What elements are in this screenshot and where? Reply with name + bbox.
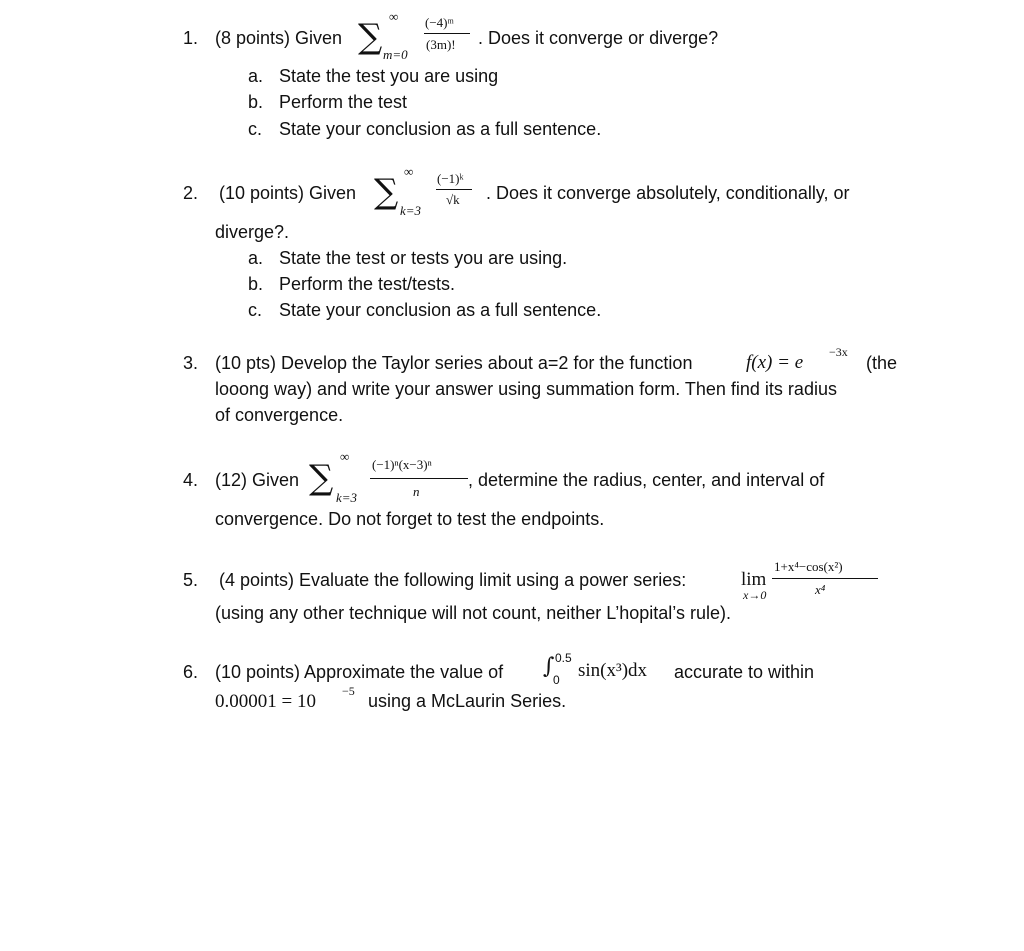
series-denominator: (3m)!: [426, 37, 456, 52]
subitem-label: b.: [248, 92, 264, 112]
subitem-label: c.: [248, 119, 263, 139]
fraction-bar: [424, 33, 470, 34]
problem-text: (10 pts) Develop the Taylor series about a=2 for the function: [215, 353, 693, 373]
fraction-bar: [772, 578, 878, 579]
problem-continuation: (using any other technique will not count, neither L’hopital’s rule).: [215, 603, 731, 623]
problem-question: . Does it converge absolutely, conditionally, or: [486, 183, 850, 203]
sigma-symbol: ∑: [309, 458, 334, 498]
fraction-bar: [370, 478, 468, 479]
series-numerator: (−4)ᵐ: [425, 15, 454, 30]
sigma-symbol: ∑: [374, 172, 399, 212]
problem-question: . Does it converge or diverge?: [478, 28, 719, 48]
series-denominator: n: [413, 484, 420, 499]
problem-text: accurate to within: [674, 662, 815, 682]
problem-text: (the: [866, 353, 898, 373]
series-numerator: (−1)ⁿ(x−3)ⁿ: [372, 457, 432, 472]
problem-text: (4 points) Evaluate the following limit using a power series:: [219, 570, 687, 590]
series-upper-limit: ∞: [389, 9, 399, 24]
fraction-bar: [436, 189, 472, 190]
integral-sign: ∫: [543, 654, 555, 679]
limit-numerator: 1+x⁴−cos(x²): [774, 559, 843, 574]
series-denominator: √k: [446, 192, 460, 207]
problem-intro: (8 points) Given: [215, 28, 343, 48]
series-upper-limit: ∞: [404, 164, 414, 179]
problem-number: 2.: [183, 183, 199, 203]
problem-number: 3.: [183, 353, 199, 373]
integrand: sin(x³)dx: [578, 660, 648, 681]
subitem-text: State the test or tests you are using.: [279, 248, 568, 268]
series-lower-limit: m=0: [383, 47, 408, 62]
problem-text: looong way) and write your answer using summation form. Then find its radius: [215, 379, 837, 399]
problem-intro: (10 points) Given: [219, 183, 357, 203]
sigma-symbol: ∑: [358, 17, 383, 57]
problem-continuation: diverge?.: [215, 222, 290, 242]
subitem-text: Perform the test/tests.: [279, 274, 456, 294]
limit-operator: lim: [741, 569, 767, 590]
problem-number: 1.: [183, 28, 199, 48]
subitem-text: State your conclusion as a full sentence.: [279, 119, 602, 139]
function-expression: f(x) = e: [746, 352, 804, 373]
series-lower-limit: k=3: [400, 203, 422, 218]
subitem-label: b.: [248, 274, 264, 294]
problem-text: of convergence.: [215, 405, 344, 425]
integral-upper-limit: 0.5: [555, 651, 572, 665]
subitem-label: a.: [248, 66, 264, 86]
series-lower-limit: k=3: [336, 490, 358, 505]
subitem-text: Perform the test: [279, 92, 408, 112]
limit-subscript: x→0: [743, 588, 767, 602]
problem-text: (10 points) Approximate the value of: [215, 662, 504, 682]
limit-denominator: x⁴: [815, 582, 826, 597]
series-upper-limit: ∞: [340, 449, 350, 464]
subitem-label: c.: [248, 300, 263, 320]
tolerance-exponent: −5: [342, 684, 355, 698]
problem-number: 6.: [183, 662, 199, 682]
series-numerator: (−1)ᵏ: [437, 171, 464, 186]
problem-intro: (12) Given: [215, 470, 300, 490]
subitem-text: State your conclusion as a full sentence.: [279, 300, 602, 320]
subitem-text: State the test you are using: [279, 66, 499, 86]
function-exponent: −3x: [829, 345, 848, 359]
problem-continuation: convergence. Do not forget to test the endpoints.: [215, 509, 605, 529]
problem-text: using a McLaurin Series.: [368, 691, 567, 711]
subitem-label: a.: [248, 248, 264, 268]
problem-number: 4.: [183, 470, 199, 490]
problem-question: , determine the radius, center, and interval of: [468, 470, 825, 490]
tolerance-value: 0.00001 = 10: [215, 691, 316, 712]
integral-lower-limit: 0: [553, 673, 560, 687]
problem-number: 5.: [183, 570, 199, 590]
